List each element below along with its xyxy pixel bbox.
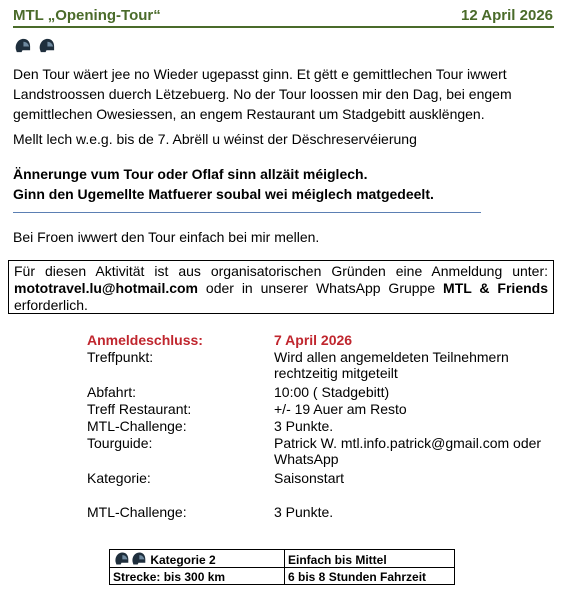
table-row — [110, 550, 455, 568]
motorcycle-helmet-icon — [130, 550, 147, 567]
detail-value: Wird allen angemeldeten Teilnehmern rechtzeitig mitgeteilt — [274, 349, 509, 381]
detail-value: 3 Punkte. — [274, 504, 334, 520]
detail-label: MTL-Challenge: — [87, 418, 187, 434]
changes-notice — [13, 164, 553, 204]
contact-note: Bei Froen iwwert den Tour einfach bei mir mellen. — [13, 229, 320, 245]
detail-value: 3 Punkte. — [274, 418, 334, 434]
registration-email-link[interactable]: mototravel.lu@hotmail.com — [14, 280, 199, 296]
document-header — [13, 6, 554, 28]
motorcycle-helmet-icon — [37, 36, 56, 55]
registration-text: erforderlich. — [14, 297, 88, 313]
difficulty-helmets — [13, 36, 57, 56]
registration-deadline-note: Mellt lech w.e.g. bis de 7. Abrëll u wéinst der Dëschreservéierung — [13, 131, 417, 147]
detail-value: 7 April 2026 — [274, 332, 353, 348]
tour-date: 12 April 2026 — [461, 7, 553, 24]
detail-label: Tourguide: — [87, 435, 153, 451]
registration-text: oder in unserer WhatsApp Gruppe — [198, 280, 444, 296]
registration-box — [8, 260, 554, 314]
changes-notice-line: Ginn den Ugemellte Matfuerer soubal wei méiglech matgedeelt. — [13, 186, 434, 202]
motorcycle-helmet-icon — [13, 36, 32, 55]
registration-text: Für diesen Aktivität ist aus organisatorischen Gründen eine Anmeldung unter: — [14, 263, 548, 279]
divider-line — [13, 212, 481, 213]
difficulty-helmets — [113, 553, 150, 567]
detail-value: Saisonstart — [274, 470, 345, 486]
detail-value: 10:00 ( Stadgebitt) — [274, 384, 390, 400]
detail-label: Anmeldeschluss: — [87, 332, 203, 348]
changes-notice-line: Ännerunge vum Tour oder Oflaf sinn allzäit méiglech. — [13, 166, 368, 182]
tour-info-table — [109, 549, 455, 585]
detail-value: Patrick W. mtl.info.patrick@gmail.com oder WhatsApp — [274, 435, 542, 467]
whatsapp-group-name: MTL & Friends — [443, 280, 548, 296]
detail-label: Kategorie: — [87, 470, 151, 486]
category-cell — [110, 550, 285, 568]
detail-label: Abfahrt: — [87, 384, 137, 400]
level-cell: Einfach bis Mittel — [285, 550, 455, 568]
table-row — [110, 568, 455, 585]
detail-label: MTL-Challenge: — [87, 504, 187, 520]
distance-cell: Strecke: bis 300 km — [110, 568, 285, 585]
intro-paragraph: Den Tour wäert jee no Wieder ugepasst ginn. Et gëtt e gemittlechen Tour iwwert Landstroossen duerch Lëtzebuerg. No der Tour loossen mir den Dag, bei engem gemittlechen Owesiessen, an engem Restaurant um Stadgebitt ausklëngen. — [13, 66, 512, 122]
motorcycle-helmet-icon — [113, 550, 130, 567]
duration-cell: 6 bis 8 Stunden Fahrzeit — [285, 568, 455, 585]
detail-value: +/- 19 Auer am Resto — [274, 401, 407, 417]
tour-title: MTL „Opening-Tour“ — [13, 7, 161, 24]
category-label: Kategorie 2 — [150, 553, 216, 567]
detail-label: Treffpunkt: — [87, 349, 154, 365]
detail-label: Treff Restaurant: — [87, 401, 192, 417]
